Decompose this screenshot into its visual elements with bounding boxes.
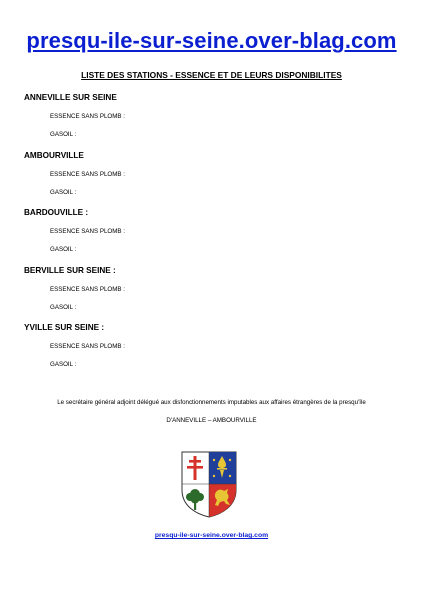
signature-title: Le secrétaire général adjoint délégué aux disfonctionnements imputables aux affaires étrangères de la presqu'île — [57, 399, 366, 406]
footer-site-link[interactable]: presqu-ile-sur-seine.over-blag.com — [154, 532, 269, 539]
essence-label: ESSENCE SANS PLOMB : — [50, 170, 125, 178]
station-anneville — [24, 93, 404, 151]
station-name: YVILLE SUR SEINE : — [24, 323, 105, 332]
station-name: AMBOURVILLE — [24, 150, 84, 160]
station-name: ANNEVILLE SUR SEINE — [24, 93, 117, 102]
station-berville — [24, 266, 404, 324]
gasoil-label: GASOIL : — [50, 303, 77, 311]
gasoil-label: GASOIL : — [50, 188, 77, 196]
signature-place: D'ANNEVILLE – AMBOURVILLE — [166, 417, 257, 424]
stations-list — [24, 93, 404, 381]
site-title-link[interactable]: presqu-ile-sur-seine.over-blag.com — [26, 28, 397, 53]
gasoil-label: GASOIL : — [50, 361, 77, 368]
gasoil-label: GASOIL : — [50, 246, 77, 253]
essence-label: ESSENCE SANS PLOMB : — [50, 343, 125, 350]
essence-label: ESSENCE SANS PLOMB : — [50, 285, 125, 293]
list-heading: LISTE DES STATIONS - ESSENCE ET DE LEURS DISPONIBILITES — [81, 70, 342, 80]
station-name: BARDOUVILLE : — [24, 208, 89, 217]
coat-of-arms-icon — [180, 450, 238, 518]
gasoil-label: GASOIL : — [50, 131, 77, 138]
essence-label: ESSENCE SANS PLOMB : — [50, 113, 125, 120]
station-bardouville — [24, 208, 404, 266]
station-yville — [24, 323, 404, 381]
station-name: BERVILLE SUR SEINE : — [24, 265, 116, 275]
station-ambourville — [24, 151, 404, 209]
essence-label: ESSENCE SANS PLOMB : — [50, 228, 125, 235]
